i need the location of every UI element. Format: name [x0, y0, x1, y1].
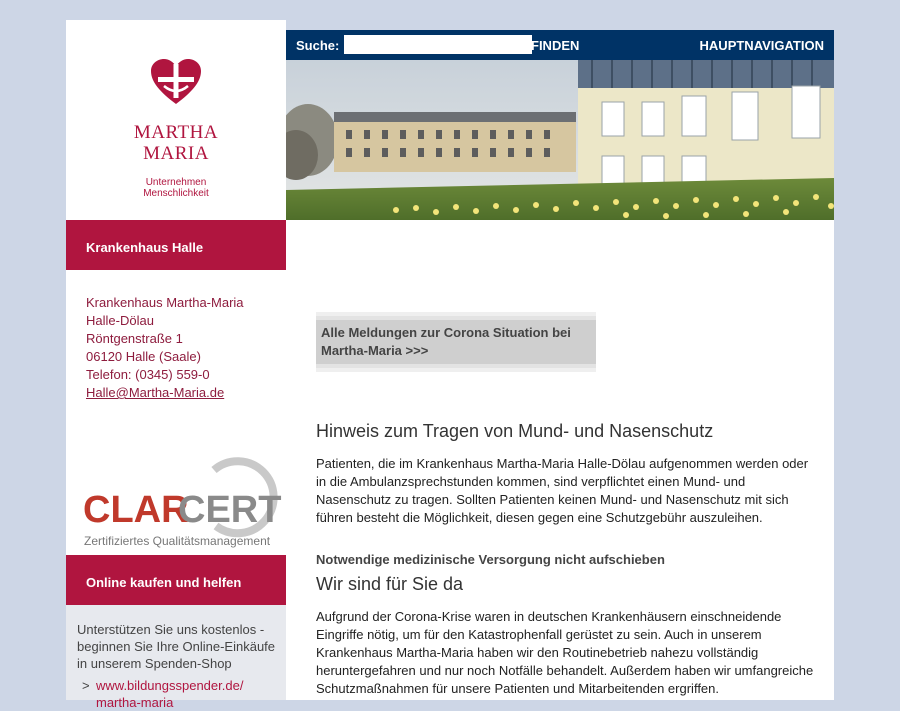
address-box — [66, 270, 286, 555]
logo-name-line2: MARIA — [143, 143, 209, 164]
online-box — [66, 605, 286, 710]
hero-image — [286, 60, 834, 220]
care-heading: Wir sind für Sie da — [316, 574, 464, 594]
heart-cross-logo-icon — [150, 58, 202, 106]
address-line1: Krankenhaus Martha-Maria — [86, 295, 244, 310]
cert-brand-part1: CLAR — [83, 489, 189, 531]
online-link-line2[interactable]: martha-maria — [96, 695, 174, 710]
online-shop-link[interactable] — [82, 677, 244, 711]
notice-heading: Hinweis zum Tragen von Mund- und Nasenschutz — [316, 421, 714, 441]
clarcert-logo[interactable] — [66, 440, 286, 550]
address — [86, 294, 244, 402]
corona-news-link[interactable]: Alle Meldungen zur Corona Situation bei Martha-Maria >>> — [316, 320, 596, 364]
search-input[interactable] — [344, 35, 532, 54]
main-content — [286, 30, 834, 700]
hospital-header[interactable]: Krankenhaus Halle — [66, 220, 286, 270]
online-header[interactable]: Online kaufen und helfen — [66, 555, 286, 605]
care-subheading: Notwendige medizinische Versorgung nicht aufschieben — [316, 552, 665, 567]
logo-tagline-line1: Unternehmen — [145, 177, 207, 188]
email-link[interactable]: Halle@Martha-Maria.de — [86, 385, 225, 400]
cert-subtitle: Zertifiziertes Qualitätsmanagement — [84, 534, 271, 548]
main-navigation-link[interactable]: HAUPTNAVIGATION — [699, 38, 824, 53]
care-text: Aufgrund der Corona-Krise waren in deutschen Krankenhäusern einschneidende Eingriffe nötig, um für den Katastrophenfall gerüstet zu sein. Auch in unserem Krankenhaus Martha-Maria haben wir den Routinebetrieb nahezu vollständig heruntergefahren und nur noch Notfälle behandelt. Außerdem haben wir umfangreiche Schutzmaßnahmen für unsere Patienten und Mitarbeitenden ergriffen. — [316, 609, 814, 696]
find-button[interactable]: FINDEN — [531, 38, 580, 53]
search-label: Suche: — [296, 38, 340, 53]
logo[interactable] — [66, 20, 286, 220]
cert-brand-part2: CERT — [178, 489, 282, 531]
online-text: Unterstützen Sie uns kostenlos - beginnen Sie Ihre Online-Einkäufe in unserem Spenden-Shop — [77, 622, 276, 671]
address-line4: 06120 Halle (Saale) — [86, 349, 201, 364]
address-line2: Halle-Dölau — [86, 313, 154, 328]
phone: Telefon: (0345) 559-0 — [86, 367, 210, 382]
link-marker: > — [82, 678, 90, 693]
address-line3: Röntgenstraße 1 — [86, 331, 183, 346]
top-bar — [286, 30, 834, 60]
logo-tagline-line2: Menschlichkeit — [143, 188, 209, 199]
notice-text: Patienten, die im Krankenhaus Martha-Maria Halle-Dölau aufgenommen werden oder in die Ambulanzsprechstunden kommen, sind verpflichtet einen Mund- und Nasenschutz zu tragen. Sollten Patienten keinen Mund- und Nasenschutz mit sich führen besteht die Möglichkeit, diesen gegen eine Schutzgebühr auszuleihen. — [316, 456, 809, 525]
corona-news-box[interactable] — [316, 312, 596, 372]
left-column — [66, 20, 286, 710]
online-link-line1[interactable]: www.bildungsspender.de/ — [96, 678, 244, 693]
logo-name-line1: MARTHA — [133, 122, 219, 143]
